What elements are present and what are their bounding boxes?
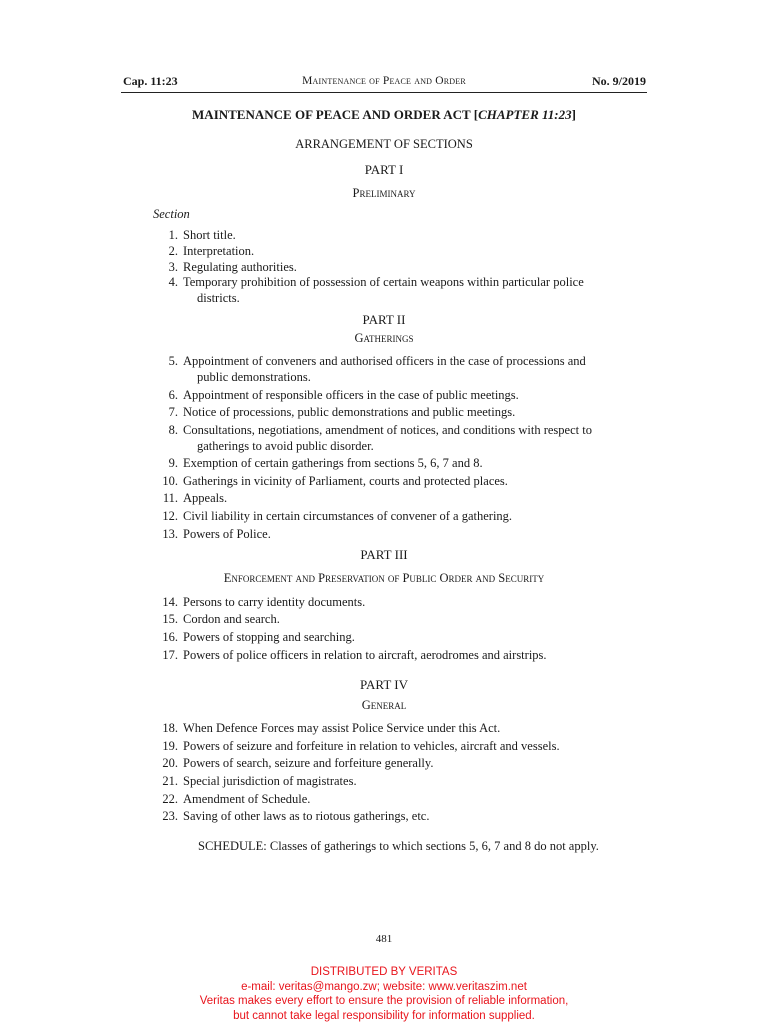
section-item: 14. Persons to carry identity documents. (162, 595, 366, 609)
section-item: 21. Special jurisdiction of magistrates. (162, 774, 357, 788)
veritas-footer (0, 965, 768, 1023)
part-4-heading: General (361, 698, 407, 712)
section-item: 2. Interpretation. (168, 244, 255, 258)
header-rule (121, 92, 647, 93)
part-3-label: PART III (360, 547, 408, 562)
part-1-label: PART I (364, 162, 404, 177)
act-title: MAINTENANCE OF PEACE AND ORDER ACT [CHAPTER 11:23] (192, 107, 576, 122)
section-item: 11. Appeals. (162, 491, 228, 505)
section-item: 1. Short title. (168, 228, 236, 242)
header-title: Maintenance of Peace and Order (302, 75, 466, 87)
section-column-label: Section (153, 207, 190, 221)
part-1-heading: Preliminary (352, 186, 416, 200)
section-item: 13. Powers of Police. (162, 527, 271, 541)
section-item: 5. Appointment of conveners and authorised officers in the case of processions and public demonstrations. (168, 354, 586, 384)
section-item: 23. Saving of other laws as to riotous gatherings, etc. (162, 809, 430, 823)
part-4-label: PART IV (360, 677, 408, 692)
footer-contact: e-mail: veritas@mango.zw; website: www.veritaszim.net (241, 980, 527, 993)
section-item: 12. Civil liability in certain circumstances of convener of a gathering. (162, 509, 513, 523)
page-number: 481 (375, 933, 393, 945)
section-item: 9. Exemption of certain gatherings from sections 5, 6, 7 and 8. (168, 456, 483, 470)
header-chapter: Cap. 11:23 (123, 74, 178, 88)
section-item: 18. When Defence Forces may assist Police Service under this Act. (162, 721, 501, 735)
section-item: 6. Appointment of responsible officers in the case of public meetings. (168, 388, 519, 402)
section-item: 16. Powers of stopping and searching. (162, 630, 355, 644)
footer-disclaimer-1: Veritas makes every effort to ensure the provision of reliable information, (199, 995, 569, 1007)
section-item: 8. Consultations, negotiations, amendment of notices, and conditions with respect to gatherings to avoid public disorder. (168, 423, 592, 453)
section-item: 15. Cordon and search. (162, 612, 280, 626)
schedule-line: SCHEDULE: Classes of gatherings to which sections 5, 6, 7 and 8 do not apply. (198, 839, 599, 853)
section-item: 3. Regulating authorities. (168, 260, 297, 274)
header-number: No. 9/2019 (592, 74, 646, 88)
section-item: 20. Powers of search, seizure and forfeiture generally. (162, 756, 434, 770)
part-2-label: PART II (362, 312, 406, 327)
arrangement-heading: ARRANGEMENT OF SECTIONS (295, 137, 473, 151)
act-chapter: CHAPTER 11:23 (478, 107, 572, 122)
part-3-heading: Enforcement and Preservation of Public Order and Security (223, 571, 545, 585)
section-item: 17. Powers of police officers in relation to aircraft, aerodromes and airstrips. (162, 648, 547, 662)
part-2-heading: Gatherings (354, 331, 414, 345)
section-item: 10. Gatherings in vicinity of Parliament, courts and protected places. (162, 474, 508, 488)
section-item: 22. Amendment of Schedule. (162, 792, 311, 806)
section-item: 7. Notice of processions, public demonstrations and public meetings. (168, 405, 516, 419)
footer-disclaimer-2: but cannot take legal responsibility for information supplied. (233, 1009, 535, 1022)
section-item: 19. Powers of seizure and forfeiture in relation to vehicles, aircraft and vessels. (162, 739, 560, 753)
section-item: 4. Temporary prohibition of possession of certain weapons within particular police districts. (168, 275, 584, 305)
footer-distributed: DISTRIBUTED BY VERITAS (310, 966, 458, 978)
